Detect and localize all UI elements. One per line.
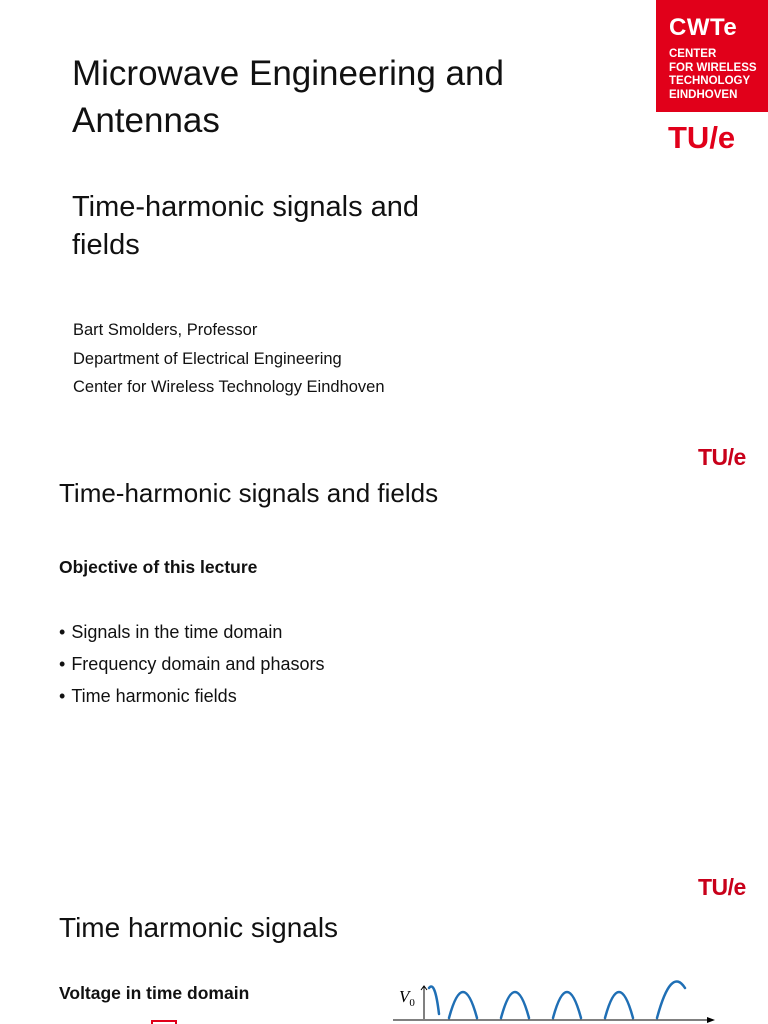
author-line: Center for Wireless Technology Eindhoven	[73, 378, 385, 396]
voltage-waveform-plot	[385, 974, 725, 1024]
cwte-logo-title: CWTe	[669, 14, 738, 41]
list-item: • Time harmonic fields	[59, 680, 324, 712]
title-slide	[0, 0, 768, 420]
presentation-subtitle: Time-harmonic signals and fields	[72, 191, 420, 261]
slide-title: Time harmonic signals	[59, 912, 339, 943]
time-axis-arrow	[707, 1017, 715, 1023]
tue-logo: TU/e	[698, 874, 746, 900]
time-harmonic-slide	[0, 860, 768, 1024]
objective-slide	[0, 430, 768, 850]
highlight-box	[151, 1020, 177, 1024]
cwte-logo-line: CENTER	[669, 48, 717, 60]
cwte-logo-line: TECHNOLOGY	[669, 75, 751, 87]
objective-list	[59, 616, 324, 712]
cwte-logo	[656, 0, 768, 112]
amplitude-label: $V_0$	[399, 987, 415, 1009]
cwte-logo-subtitle	[669, 48, 757, 102]
list-item: • Frequency domain and phasors	[59, 648, 324, 680]
tue-logo: TU/e	[668, 120, 736, 155]
author-line: Bart Smolders, Professor	[73, 321, 258, 339]
slide-title: Time-harmonic signals and fields	[59, 478, 439, 508]
author-info	[73, 316, 385, 402]
cwte-logo-line: FOR WIRELESS	[669, 61, 757, 74]
objective-heading: Objective of this lecture	[59, 557, 258, 577]
sine-wave	[429, 981, 685, 1018]
tue-logo: TU/e	[698, 444, 746, 470]
section-label: Voltage in time domain	[59, 983, 250, 1003]
author-line: Department of Electrical Engineering	[73, 349, 342, 368]
presentation-title: Microwave Engineering and Antennas	[72, 54, 504, 140]
list-item: • Signals in the time domain	[59, 616, 324, 648]
cwte-logo-line: EINDHOVEN	[669, 88, 738, 101]
